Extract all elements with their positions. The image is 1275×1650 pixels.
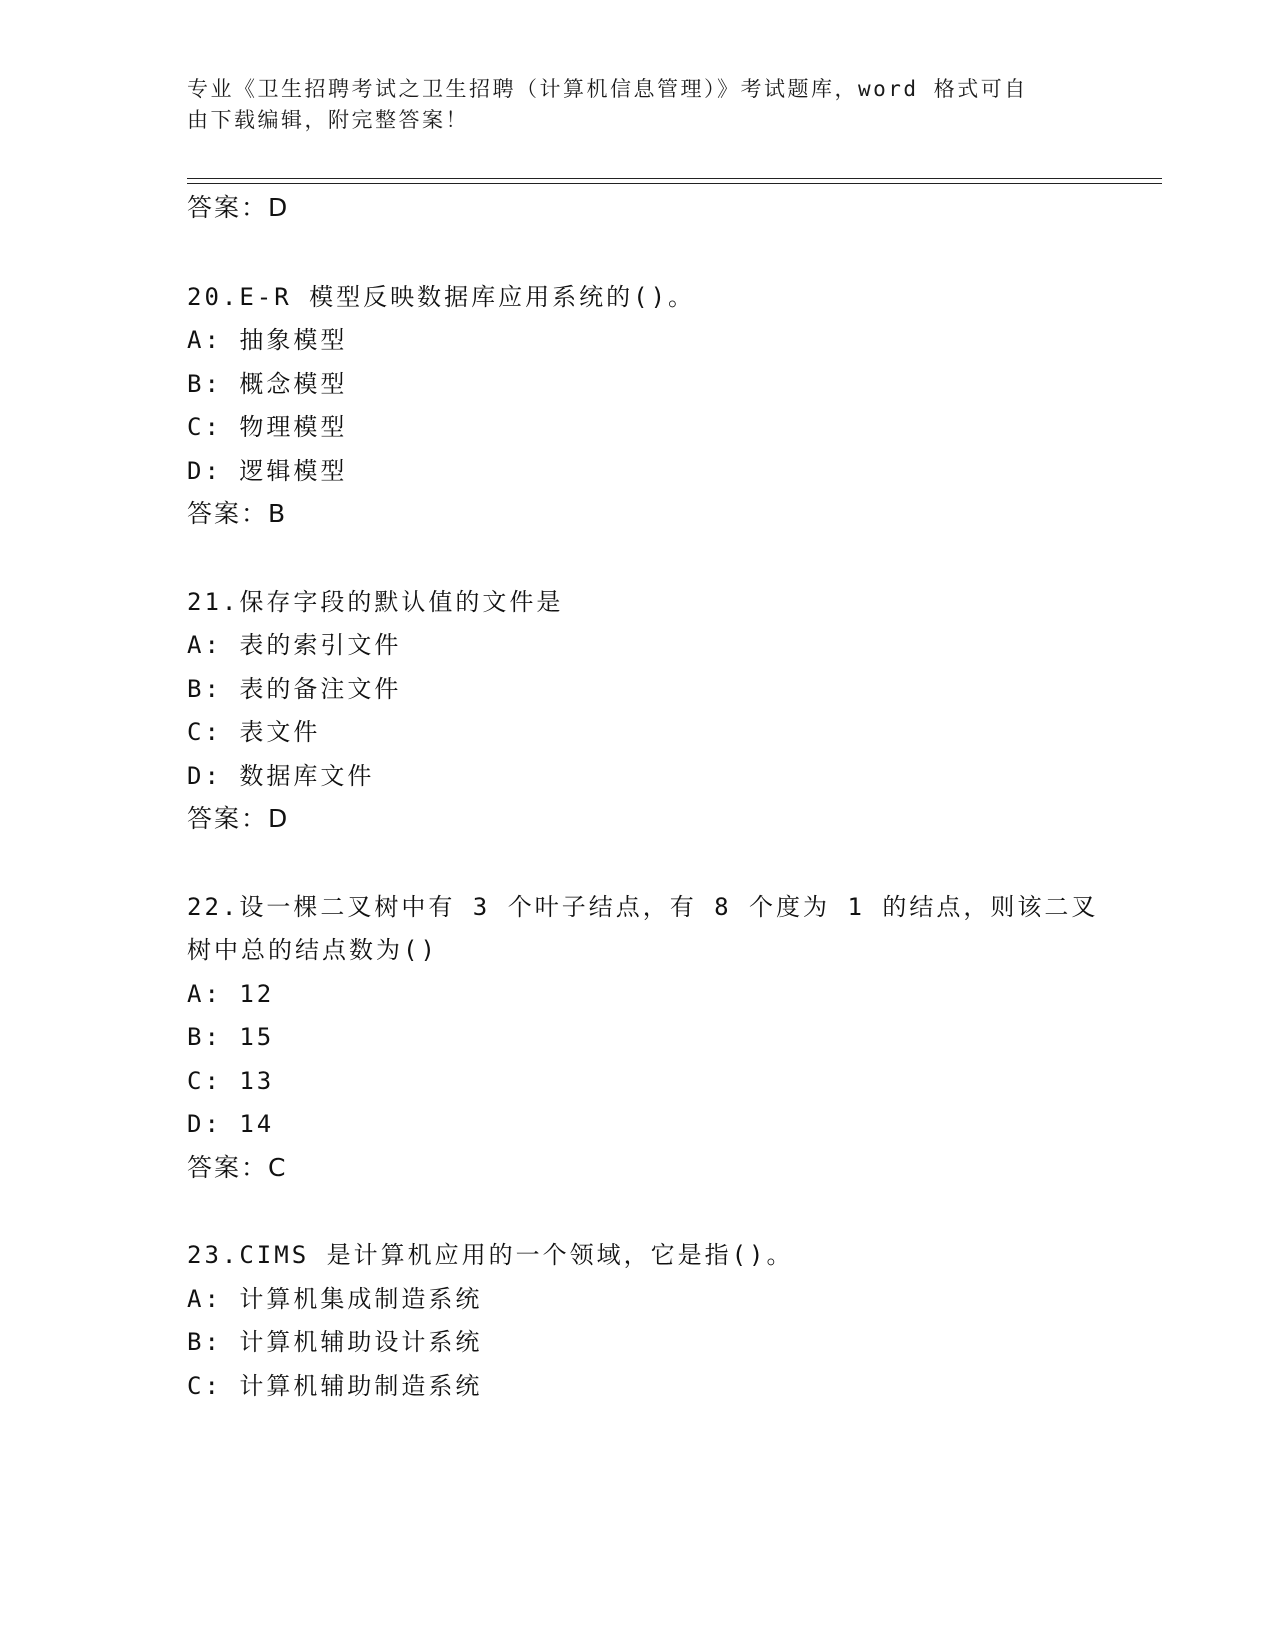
question-20-option-a: A: 抽象模型 — [187, 326, 348, 354]
answer-19: 答案：D — [187, 193, 290, 222]
question-21: 21.保存字段的默认值的文件是 — [187, 588, 564, 616]
question-22-option-a: A: 12 — [187, 980, 275, 1008]
question-21-option-a: A: 表的索引文件 — [187, 631, 402, 659]
question-20-option-d: D: 逻辑模型 — [187, 457, 348, 485]
header-rule-bottom — [187, 183, 1162, 184]
question-23-option-c: C: 计算机辅助制造系统 — [187, 1372, 483, 1400]
answer-21: 答案：D — [187, 804, 290, 833]
question-22-line-1: 22.设一棵二叉树中有 3 个叶子结点，有 8 个度为 1 的结点，则该二叉 — [187, 893, 1099, 921]
question-20-option-b: B: 概念模型 — [187, 370, 348, 398]
question-23-option-b: B: 计算机辅助设计系统 — [187, 1328, 483, 1356]
header-line-1: 专业《卫生招聘考试之卫生招聘（计算机信息管理）》考试题库，word 格式可自 — [187, 77, 1028, 101]
question-23: 23.CIMS 是计算机应用的一个领域，它是指()。 — [187, 1241, 794, 1269]
header-rule-top — [187, 178, 1162, 179]
document-header — [187, 74, 1067, 136]
question-20: 20.E-R 模型反映数据库应用系统的()。 — [187, 283, 696, 311]
question-21-option-b: B: 表的备注文件 — [187, 675, 402, 703]
question-22-option-d: D: 14 — [187, 1110, 275, 1138]
question-20-option-c: C: 物理模型 — [187, 413, 348, 441]
question-21-option-c: C: 表文件 — [187, 718, 321, 746]
question-22-option-c: C: 13 — [187, 1067, 275, 1095]
header-line-2: 由下载编辑，附完整答案！ — [187, 108, 469, 132]
answer-22: 答案：C — [187, 1153, 288, 1182]
question-23-option-a: A: 计算机集成制造系统 — [187, 1285, 483, 1313]
question-22-line-2: 树中总的结点数为() — [187, 936, 438, 964]
answer-20: 答案：B — [187, 499, 288, 528]
question-22-option-b: B: 15 — [187, 1023, 275, 1051]
question-21-option-d: D: 数据库文件 — [187, 762, 375, 790]
